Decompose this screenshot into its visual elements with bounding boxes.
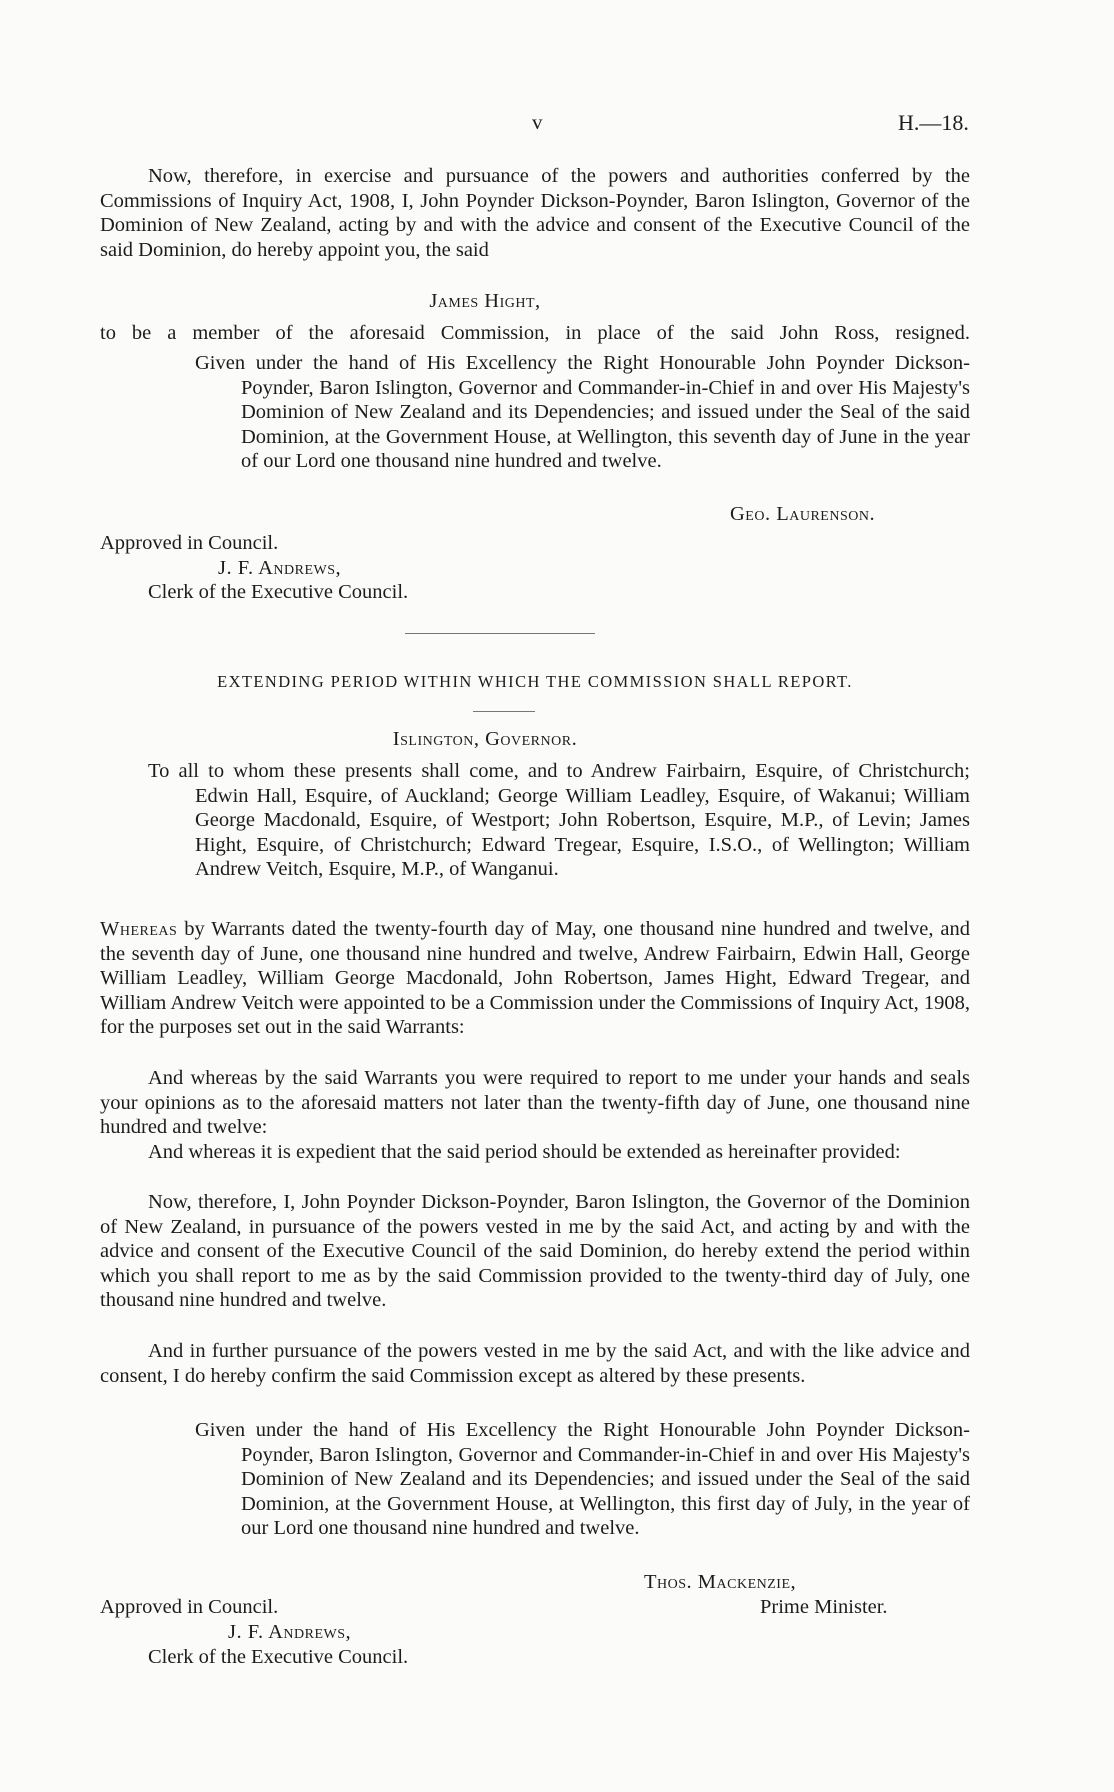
section-divider bbox=[405, 633, 595, 634]
heading-rule bbox=[473, 711, 535, 712]
given-under-paragraph-2: Given under the hand of His Excellency the Right Honourable John Poynder Dickson-Poynder, Baron Islington, Governor and Commander-in-Chief in and over His Majesty's Dominion of New Zealand and its Dependencies; and issued under the Seal of the said Dominion, at the Government House, at Wellington, this first day of July, in the year of our Lord one thousand nine hundred and twelve. bbox=[195, 1419, 970, 1540]
signatory-mackenzie: Thos. Mackenzie, bbox=[644, 1571, 797, 1593]
document-code: H.—18. bbox=[898, 110, 969, 135]
clerk-title: Clerk of the Executive Council. bbox=[148, 581, 409, 603]
appointee-name: James Hight, bbox=[429, 290, 541, 312]
approved-in-council-2: Approved in Council. bbox=[100, 1596, 279, 1618]
now-therefore-paragraph: Now, therefore, in exercise and pursuance of the powers and authorities conferred by the Commissions of Inquiry Act, 1908, I, John Poynder Dickson-Poynder, Baron Islington, Governor of the Dominion of New Zealand, acting by and with the advice and consent of the Executive Council of the said Dominion, do hereby appoint you, the said bbox=[100, 165, 970, 261]
page-number: v bbox=[532, 110, 543, 134]
governor-line: Islington, Governor. bbox=[392, 728, 578, 750]
whereas-text: by Warrants dated the twenty-fourth day of May, one thousand nine hundred and twelve, and the seventh day of June, one thousand nine hundred and twelve, Andrew Fairbairn, Edwin Hall, George William Leadley, William George Macdonald, John Robertson, James Hight, Edward Tregear, and William Andrew Veitch were appointed to be a Commission under the Commissions of Inquiry Act, 1908, for the purposes set out in the said Warrants: bbox=[100, 918, 970, 1039]
and-whereas-paragraph-1: And whereas by the said Warrants you were required to report to me under your hands and seals your opinions as to the aforesaid matters not later than the twenty-fifth day of June, one thousand nine hundred and twelve: bbox=[100, 1067, 970, 1139]
given-under-paragraph: Given under the hand of His Excellency the Right Honourable John Poynder Dickson-Poynder, Baron Islington, Governor and Commander-in-Chief in and over His Majesty's Dominion of New Zealand and its Dependencies; and issued under the Seal of the said Dominion, at the Government House, at Wellington, this seventh day of June in the year of our Lord one thousand nine hundred and twelve. bbox=[195, 352, 970, 473]
approved-in-council: Approved in Council. bbox=[100, 532, 279, 554]
section-heading: EXTENDING PERIOD WITHIN WHICH THE COMMISSION SHALL REPORT. bbox=[217, 672, 853, 691]
clerk-name: J. F. Andrews, bbox=[218, 557, 342, 579]
prime-minister-title: Prime Minister. bbox=[760, 1596, 888, 1618]
whereas-word: Whereas bbox=[100, 918, 178, 940]
further-pursuance-paragraph: And in further pursuance of the powers vested in me by the said Act, and with the like advice and consent, I do hereby confirm the said Commission except as altered by these presents. bbox=[100, 1340, 970, 1387]
whereas-paragraph bbox=[100, 917, 970, 1040]
address-paragraph: To all to whom these presents shall come, and to Andrew Fairbairn, Esquire, of Christchurch; Edwin Hall, Esquire, of Auckland; George William Leadley, Esquire, of Wakanui; William George Macdonald, Esquire, of Westport; John Robertson, Esquire, M.P., of Levin; James Hight, Esquire, of Christchurch; Edward Tregear, Esquire, I.S.O., of Wellington; William Andrew Veitch, Esquire, M.P., of Wanganui. bbox=[148, 760, 970, 881]
signatory-laurenson: Geo. Laurenson. bbox=[730, 503, 876, 525]
and-whereas-paragraph-2: And whereas it is expedient that the said period should be extended as hereinafter provided: bbox=[148, 1141, 901, 1163]
clerk-title-2: Clerk of the Executive Council. bbox=[148, 1646, 409, 1668]
appointment-paragraph: to be a member of the aforesaid Commission, in place of the said John Ross, resigned. bbox=[100, 322, 970, 344]
now-therefore-extension-paragraph: Now, therefore, I, John Poynder Dickson-Poynder, Baron Islington, the Governor of the Dominion of New Zealand, in pursuance of the powers vested in me by the said Act, and acting by and with the advice and consent of the Executive Council of the said Dominion, do hereby extend the period within which you shall report to me as by the said Commission provided to the twenty-third day of July, one thousand nine hundred and twelve. bbox=[100, 1191, 970, 1312]
clerk-name-2: J. F. Andrews, bbox=[228, 1621, 352, 1643]
